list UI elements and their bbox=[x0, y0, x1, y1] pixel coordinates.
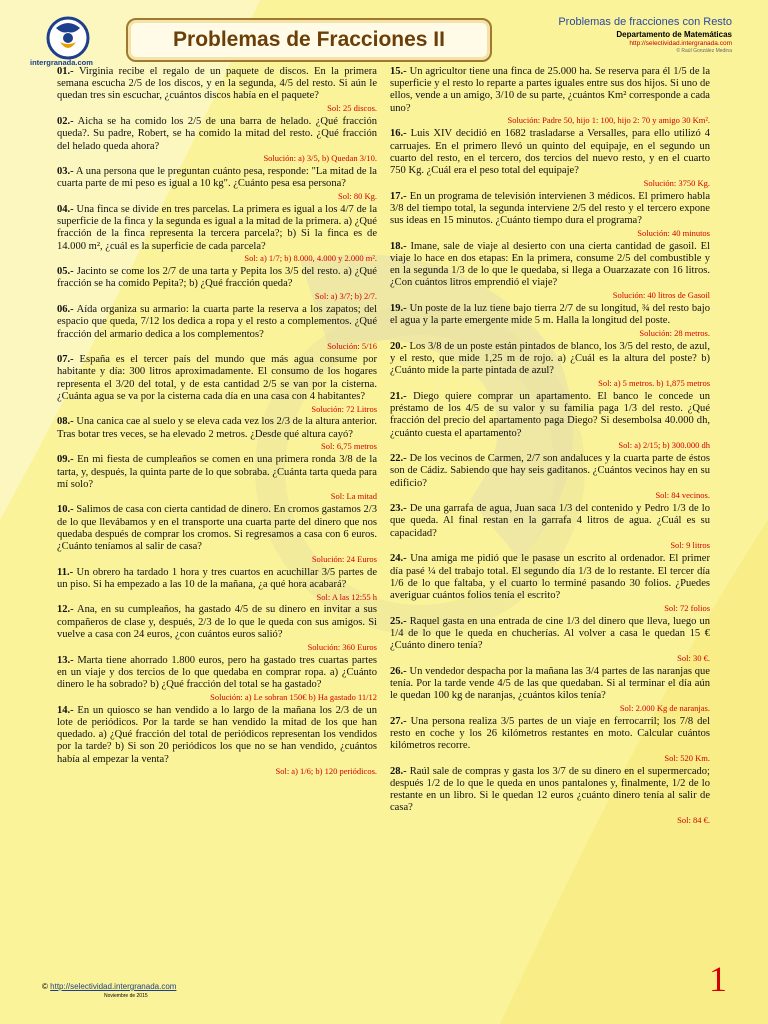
problem-number: 04.- bbox=[57, 203, 74, 215]
solution-text: Sol: a) 3/7; b) 2/7. bbox=[314, 291, 377, 302]
problem-item bbox=[390, 391, 710, 451]
problem-number: 12.- bbox=[57, 604, 74, 616]
solution-text: Sol: 520 Km. bbox=[664, 752, 710, 763]
problem-text: En un quiosco se han vendido a lo largo de la mañana los 2/3 de un lote de periódicos. Por la tarde se han vendido la mitad de los que han quedado. a) ¿Qué fracción del total de periódicos representan los vendidos por la tarde? b) Si son 20 periódicos los que no se han vendido, ¿cuántos había al empezar la venta? bbox=[57, 704, 377, 765]
problem-text: Aicha se ha comido los 2/5 de una barra de helado. ¿Qué fracción queda?. Su padre, Robert, se ha comido la mitad del resto. ¿Qué fracción del helado queda ahora? bbox=[57, 116, 377, 152]
problem-number: 16.- bbox=[390, 128, 407, 140]
header-author: © Raúl González Medina bbox=[676, 48, 732, 54]
problem-text: Aída organiza su armario: la cuarta parte la reserva a los zapatos; del espacio que queda, 7/12 los dedica a ropa y el resto a complementos. ¿Qué fracción del armario dedica a los complementos? bbox=[57, 304, 378, 340]
solution-text: Solución: 40 litros de Gasoil bbox=[612, 290, 710, 301]
problem-text: Una amiga me pidió que le pasase un escrito al ordenador. El primer día pasé ¼ del trabajo total. El segundo día 1/3 de lo restante. El tercer día 1/6 de lo que faltaba, y el cuarto lo terminé pasando 30 folios. ¿Puedes averiguar cuántos folios tenía el escrito? bbox=[390, 553, 710, 601]
solution-text: Solución: 5/16 bbox=[327, 341, 377, 352]
problem-statement bbox=[390, 128, 710, 177]
problem-number: 26.- bbox=[390, 665, 407, 677]
page-number: 1 bbox=[709, 959, 727, 999]
problem-item bbox=[390, 191, 710, 239]
solution-text: Sol: 2.000 Kg de naranjas. bbox=[619, 702, 710, 713]
problem-item bbox=[390, 766, 710, 826]
problems-right-column bbox=[390, 66, 710, 828]
problem-item bbox=[57, 655, 377, 703]
problem-item bbox=[57, 504, 377, 564]
problem-text: Raúl sale de compras y gasta los 3/7 de su dinero en el supermercado; después 1/2 de lo que le queda en unos pantalones y, finalmente, 1/2 de lo restante en un libro. Si le quedan 12 euros ¿cuánto dinero tenía al salir de casa? bbox=[390, 765, 710, 814]
solution-text: Sol: 84 vecinos. bbox=[655, 490, 710, 501]
solution-text: Sol: a) 1/7; b) 8.000, 4.000 y 2.000 m². bbox=[244, 253, 377, 264]
header-subject: Problemas de fracciones con Resto bbox=[558, 16, 732, 28]
problem-number: 01.- bbox=[57, 66, 74, 77]
solution-text: Solución: 40 minutos bbox=[637, 227, 710, 238]
problem-item bbox=[390, 66, 710, 126]
problem-text: Una persona realiza 3/5 partes de un viaje en ferrocarril; los 7/8 del resto en coche y los 26 kilómetros restantes en moto. Calcular cuántos kilómetros recorre. bbox=[390, 715, 711, 752]
header-url[interactable]: http://selectividad.intergranada.com bbox=[629, 40, 732, 47]
solution-text: Sol: 9 litros bbox=[670, 540, 710, 551]
problem-number: 09.- bbox=[57, 454, 74, 466]
problem-statement bbox=[390, 303, 710, 327]
problem-item bbox=[57, 66, 377, 114]
footer-url[interactable]: http://selectividad.intergranada.com bbox=[50, 982, 177, 991]
problem-statement bbox=[57, 354, 377, 403]
solution-text: Sol: 84 €. bbox=[677, 815, 710, 826]
solution-text: Sol: 6,75 metros bbox=[321, 441, 377, 452]
problem-item bbox=[390, 303, 710, 339]
solution-text: Sol: A las 12:55 h bbox=[316, 591, 377, 602]
problem-number: 06.- bbox=[57, 304, 74, 316]
problem-text: Virginia recibe el regalo de un paquete de discos. En la primera semana escucha 2/5 de los discos, y en la segunda, 4/5 del resto. Si aún le quedan tres sin escuchar, ¿cuántos discos había en el paquete? bbox=[57, 66, 377, 102]
problem-statement bbox=[390, 503, 710, 540]
solution-text: Solución: 24 Euros bbox=[311, 553, 377, 564]
problem-text: De los vecinos de Carmen, 2/7 son andaluces y la cuarta parte de éstos son de Cádiz. Sabiendo que hay seis gaditanos. ¿Cuántos vecinos hay en su edificio? bbox=[390, 453, 710, 489]
intergranada-logo bbox=[38, 14, 98, 64]
problem-item bbox=[57, 116, 377, 164]
problem-statement bbox=[57, 655, 377, 692]
problem-text: Un vendedor despacha por la mañana las 3/4 partes de las naranjas que tenía. Por la tarde vende 4/5 de las que quedaban. Si al terminar el día aún le quedan 100 kg de naranjas, ¿cuántos kilos tenía? bbox=[390, 665, 710, 702]
problem-statement bbox=[390, 191, 710, 228]
solution-text: Sol: 30 €. bbox=[677, 652, 710, 663]
problem-text: En un programa de televisión intervienen 3 médicos. El primero habla 3/8 del tiempo total, la segunda interviene 2/5 del resto y el tercero expone sus ideas en 15 minutos. ¿Cuánto tiempo dura el programa? bbox=[390, 190, 710, 227]
problem-text: De una garrafa de agua, Juan saca 1/3 del contenido y Pedro 1/3 de lo que queda. Al final restan en la garrafa 4 litros de agua. ¿Cuál es su capacidad? bbox=[390, 503, 711, 539]
problem-item bbox=[57, 567, 377, 603]
problem-text: Una canica cae al suelo y se eleva cada vez los 2/3 de la altura anterior. Tras botar tres veces, se ha elevado 2 metros. ¿Desde qué altura cayó? bbox=[57, 416, 378, 440]
problem-number: 22.- bbox=[390, 453, 407, 465]
footer-date: Noviembre de 2015 bbox=[104, 993, 148, 999]
problem-number: 07.- bbox=[57, 354, 74, 366]
problem-number: 27.- bbox=[390, 715, 407, 727]
problem-number: 13.- bbox=[57, 654, 74, 666]
problem-number: 15.- bbox=[390, 66, 407, 77]
problem-item bbox=[57, 166, 377, 202]
solution-text: Solución: a) Le sobran 150€ b) Ha gastado 11/12 bbox=[210, 691, 377, 702]
header-department: Departamento de Matemáticas bbox=[616, 30, 732, 39]
problem-number: 08.- bbox=[57, 416, 74, 428]
footer-link bbox=[42, 982, 176, 991]
problem-number: 05.- bbox=[57, 266, 74, 278]
problem-item bbox=[390, 128, 710, 188]
title-box bbox=[126, 18, 492, 62]
problem-text: Diego quiere comprar un apartamento. El banco le concede un préstamo de los 4/5 de su valor y su familia paga 1/3 del resto. ¿Qué fracción del precio del apartamento paga Diego? Si desembolsa 40.000 dh, ¿cuánto cuesta el apartamento? bbox=[390, 390, 711, 439]
problem-item bbox=[390, 666, 710, 714]
problem-item bbox=[390, 241, 710, 301]
problem-item bbox=[57, 354, 377, 414]
problem-item bbox=[390, 341, 710, 389]
problem-text: Marta tiene ahorrado 1.800 euros, pero ha gastado tres cuartas partes en un viaje y dos tercios de lo que quedaba en comprar ropa. a) ¿Cuánto dinero le ha sobrado? b) ¿Qué fracción del total se ha gastado? bbox=[57, 654, 377, 690]
solution-text: Sol: a) 1/6; b) 120 periódicos. bbox=[275, 766, 377, 777]
problem-number: 14.- bbox=[57, 704, 74, 716]
problem-text: Imane, sale de viaje al desierto con una cierta cantidad de gasoil. El viaje lo hace en dos etapas: En la primera, consume 2/5 del combustible y en la segunda 1/3 de lo que le quedaba, si llega a Ouarzazate con 16 litros. ¿Con cuántos litros emprendió el viaje? bbox=[390, 240, 710, 289]
problem-statement bbox=[390, 616, 710, 653]
problem-text: Los 3/8 de un poste están pintados de blanco, los 3/5 del resto, de azul, y el resto, que mide 1,25 m de rojo. a) ¿Cuál es la altura del poste? b) ¿Cuánto mide la parte pintada de azul? bbox=[390, 340, 710, 377]
solution-text: Sol: a) 5 metros. b) 1,875 metros bbox=[598, 377, 710, 388]
problem-number: 17.- bbox=[390, 190, 407, 202]
problem-item bbox=[57, 416, 377, 452]
problem-item bbox=[57, 604, 377, 652]
problem-statement bbox=[390, 766, 710, 815]
solution-text: Sol: 25 discos. bbox=[327, 103, 377, 114]
problem-text: Raquel gasta en una entrada de cine 1/3 del dinero que lleva, luego un 1/4 de lo que le queda en chucherías. Al volver a casa le quedan 15 € ¿Cuánto dinero tenía? bbox=[390, 615, 710, 652]
problem-item bbox=[390, 716, 710, 764]
problem-number: 18.- bbox=[390, 240, 407, 252]
problem-statement bbox=[57, 116, 377, 153]
problem-number: 25.- bbox=[390, 615, 407, 627]
problem-statement bbox=[57, 166, 377, 190]
problem-number: 28.- bbox=[390, 765, 407, 777]
problem-number: 10.- bbox=[57, 504, 74, 516]
problem-statement bbox=[57, 66, 377, 103]
problems-left-column bbox=[57, 66, 377, 779]
solution-text: Solución: 28 metros. bbox=[639, 327, 710, 338]
problem-statement bbox=[57, 266, 377, 290]
problem-statement bbox=[57, 304, 377, 341]
problem-text: España es el tercer país del mundo que más agua consume por habitante y día: 300 litros aproximadamente. El consumo de los hogares representa el 3/20 del total, y de esta cantidad 2/5 se van por la cisterna. ¿Cuánta agua se va por la cisterna cada día en una casa con 4 habitantes? bbox=[57, 354, 377, 402]
problem-statement bbox=[390, 391, 710, 440]
problem-statement bbox=[390, 241, 710, 290]
page-title: Problemas de Fracciones II bbox=[173, 28, 445, 51]
problem-text: Una finca se divide en tres parcelas. La primera es igual a los 4/7 de la superficie de la finca y la segunda es igual a la mitad de la primera. a) ¿Qué fracción de la finca representa la tercera parcela?; b) Si la finca es de 14.000 m², ¿cuál es la superficie de cada parcela? bbox=[57, 203, 377, 252]
problem-statement bbox=[57, 604, 377, 641]
problem-item bbox=[390, 453, 710, 501]
problem-text: Salimos de casa con cierta cantidad de dinero. En cromos gastamos 2/3 de lo que llevábamos y en el transporte una cuarta parte del dinero que nos quedaba después de comprar los cromos. Si regresamos a casa con 6 euros. ¿Cuánto teníamos al salir de casa? bbox=[57, 504, 377, 553]
problem-text: Un agricultor tiene una finca de 25.000 ha. Se reserva para él 1/5 de la superficie y el resto lo reparte a partes iguales entre sus dos hijos. Si uno de ellos, vende a un amigo, 3/10 de su parte, ¿cuántos Km² corresponde a cada uno? bbox=[390, 66, 711, 114]
problem-statement bbox=[57, 705, 377, 766]
problem-statement bbox=[57, 204, 377, 253]
problem-statement bbox=[57, 454, 377, 491]
problem-number: 24.- bbox=[390, 553, 407, 565]
problem-number: 23.- bbox=[390, 503, 407, 515]
header-info bbox=[558, 16, 732, 54]
problem-statement bbox=[390, 716, 710, 753]
solution-text: Solución: 3750 Kg. bbox=[643, 177, 710, 188]
problem-statement bbox=[57, 567, 377, 591]
problem-item bbox=[57, 705, 377, 778]
solution-text: Sol: a) 2/15; b) 300.000 dh bbox=[618, 440, 710, 451]
problem-statement bbox=[390, 553, 710, 602]
solution-text: Solución: 72 Litros bbox=[311, 403, 377, 414]
problem-text: Luis XIV decidió en 1682 trasladarse a Versalles, para ello utilizó 4 carruajes. En el primero llevó un quinto del equipaje, en el segundo un cuarto del resto, en el tercero, dos tercios del nuevo resto, y en el cuarto 750 Kg. ¿Cuál era el peso total del equipaje? bbox=[390, 128, 710, 176]
problem-number: 20.- bbox=[390, 340, 407, 352]
problem-item bbox=[57, 454, 377, 502]
problem-statement bbox=[390, 66, 710, 115]
problem-number: 21.- bbox=[390, 390, 407, 402]
problem-item bbox=[57, 266, 377, 302]
copyright-symbol: © bbox=[42, 982, 48, 991]
logo-text: intergranada.com bbox=[30, 58, 93, 67]
problem-item bbox=[57, 204, 377, 264]
problem-statement bbox=[390, 453, 710, 490]
problem-number: 19.- bbox=[390, 302, 407, 314]
problem-statement bbox=[390, 666, 710, 703]
problem-text: Jacinto se come los 2/7 de una tarta y Pepita los 3/5 del resto. a) ¿Qué fracción se ha comido Pepita?; b) ¿Qué fracción queda? bbox=[57, 266, 377, 290]
problem-text: Un obrero ha tardado 1 hora y tres cuartos en acuchillar 3/5 partes de un piso. Si ha empezado a las 10 de la mañana, ¿a qué hora acabará? bbox=[57, 566, 377, 590]
problem-item bbox=[390, 553, 710, 613]
problem-statement bbox=[57, 416, 377, 440]
problem-text: Ana, en su cumpleaños, ha gastado 4/5 de su dinero en invitar a sus compañeros de clase y, después, 2/3 de lo que le queda con sus amigos. Si vuelve a casa con 24 euros, ¿con cuántos euros salió? bbox=[57, 604, 378, 640]
problem-text: A una persona que le preguntan cuánto pesa, responde: "La mitad de la cuarta parte de mi peso es igual a 10 kg". ¿Cuánto pesa esa persona? bbox=[57, 166, 377, 190]
problem-item bbox=[390, 503, 710, 551]
problem-item bbox=[390, 616, 710, 664]
problem-text: Un poste de la luz tiene bajo tierra 2/7 de su longitud, ¾ del resto bajo el agua y la parte emergente mide 5 m. Halla la longitud del poste. bbox=[390, 302, 710, 327]
solution-text: Sol: 72 folios bbox=[664, 602, 710, 613]
problem-item bbox=[57, 304, 377, 352]
solution-text: Solución: a) 3/5, b) Quedan 3/10. bbox=[263, 153, 377, 164]
problem-number: 11.- bbox=[57, 566, 74, 578]
solution-text: Sol: La mitad bbox=[330, 491, 377, 502]
solution-text: Solución: Padre 50, hijo 1: 100, hijo 2: 70 y amigo 30 Km². bbox=[507, 115, 710, 126]
problem-number: 02.- bbox=[57, 116, 74, 128]
problem-statement bbox=[390, 341, 710, 378]
problem-statement bbox=[57, 504, 377, 553]
problem-text: En mi fiesta de cumpleaños se comen en una primera ronda 3/8 de la tarta, y, después, la quinta parte de lo que sobraba. ¿Cuánta tarta queda para mí solo? bbox=[57, 454, 378, 490]
problem-number: 03.- bbox=[57, 166, 74, 178]
solution-text: Solución: 360 Euros bbox=[307, 641, 377, 652]
solution-text: Sol: 80 Kg. bbox=[338, 191, 377, 202]
